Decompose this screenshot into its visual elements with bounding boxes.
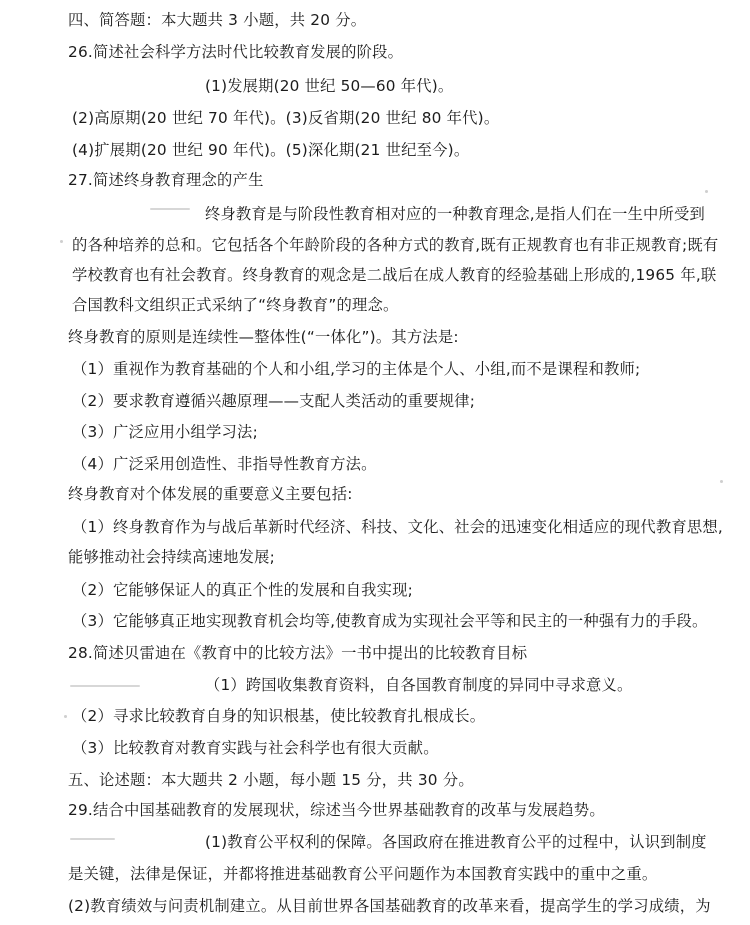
question-26: 26.简述社会科学方法时代比较教育发展的阶段。 <box>68 43 404 61</box>
answer-line: （3）广泛应用小组学习法; <box>72 423 258 441</box>
answer-line: 合国教科文组织正式采纳了“终身教育”的理念。 <box>72 296 399 314</box>
answer-line: (1)教育公平权利的保障。各国政府在推进教育公平的过程中，认识到制度 <box>205 833 707 851</box>
answer-line: （1）重视作为教育基础的个人和小组,学习的主体是个人、小组,而不是课程和教师; <box>72 360 641 378</box>
answer-line: 学校教育也有社会教育。终身教育的观念是二战后在成人教育的经验基础上形成的,1965 年,联 <box>72 266 717 284</box>
answer-line: （1）终身教育作为与战后革新时代经济、科技、文化、社会的迅速变化相适应的现代教育思想, <box>72 518 723 536</box>
answer-line: （4）广泛采用创造性、非指导性教育方法。 <box>72 455 377 473</box>
section-four-heading: 四、简答题：本大题共 3 小题，共 20 分。 <box>68 11 367 29</box>
question-29: 29.结合中国基础教育的发展现状，综述当今世界基础教育的改革与发展趋势。 <box>68 801 605 819</box>
answer-line: (1)发展期(20 世纪 50—60 年代)。 <box>205 77 454 95</box>
answer-line: 的各种培养的总和。它包括各个年龄阶段的各种方式的教育,既有正规教育也有非正规教育;既有 <box>72 236 719 254</box>
answer-line: 终身教育对个体发展的重要意义主要包括: <box>68 485 353 503</box>
answer-line: （2）要求教育遵循兴趣原理——支配人类活动的重要规律; <box>72 392 476 410</box>
answer-line: 终身教育是与阶段性教育相对应的一种教育理念,是指人们在一生中所受到 <box>205 205 705 223</box>
answer-line: （3）比较教育对教育实践与社会科学也有很大贡献。 <box>72 739 439 757</box>
answer-line: (4)扩展期(20 世纪 90 年代)。(5)深化期(21 世纪至今)。 <box>72 141 470 159</box>
question-27: 27.简述终身教育理念的产生 <box>68 171 264 189</box>
answer-line: （2）它能够保证人的真正个性的发展和自我实现; <box>72 581 414 599</box>
answer-line: 终身教育的原则是连续性—整体性(“一体化”)。其方法是: <box>68 328 459 346</box>
answer-line: （2）寻求比较教育自身的知识根基，使比较教育扎根成长。 <box>72 707 486 725</box>
answer-line: 能够推动社会持续高速地发展; <box>68 548 276 566</box>
question-28: 28.简述贝雷迪在《教育中的比较方法》一书中提出的比较教育目标 <box>68 644 528 662</box>
answer-line: （1）跨国收集教育资料，自各国教育制度的异同中寻求意义。 <box>205 676 633 694</box>
answer-line: 是关键，法律是保证，并都将推进基础教育公平问题作为本国教育实践中的重中之重。 <box>68 865 658 883</box>
answer-line: (2)教育绩效与问责机制建立。从目前世界各国基础教育的改革来看，提高学生的学习成绩，为 <box>68 897 711 915</box>
answer-line: (2)高原期(20 世纪 70 年代)。(3)反省期(20 世纪 80 年代)。 <box>72 109 500 127</box>
section-five-heading: 五、论述题：本大题共 2 小题，每小题 15 分，共 30 分。 <box>68 771 474 789</box>
answer-line: （3）它能够真正地实现教育机会均等,使教育成为实现社会平等和民主的一种强有力的手段。 <box>72 612 708 630</box>
